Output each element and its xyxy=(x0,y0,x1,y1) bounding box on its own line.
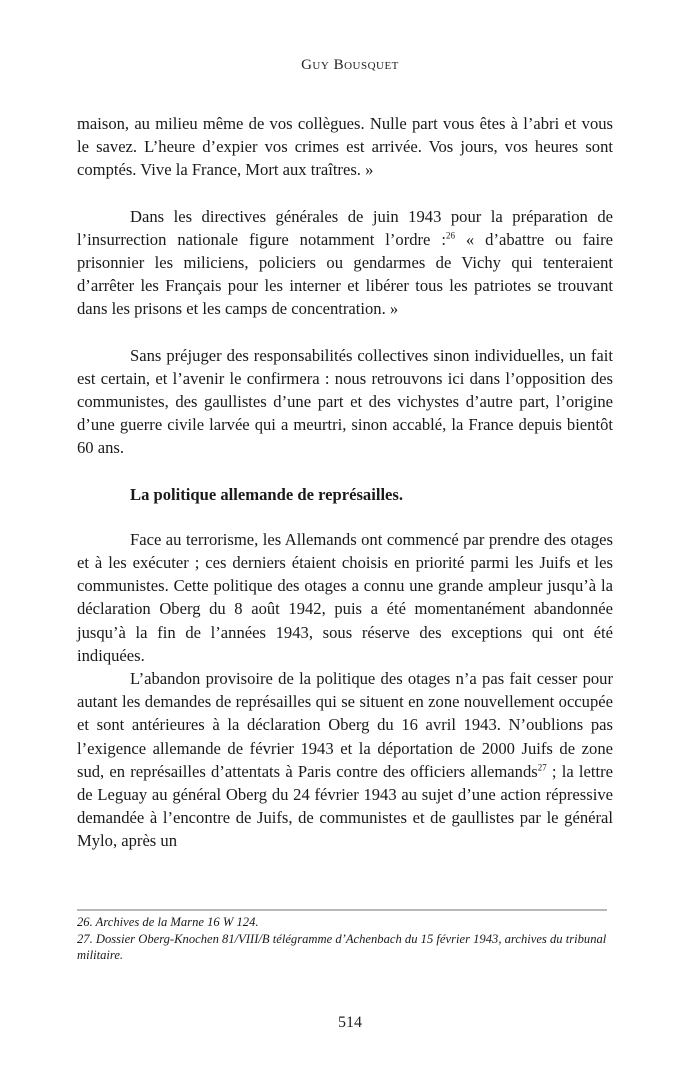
footnote-divider xyxy=(77,909,607,911)
paragraph xyxy=(77,667,613,853)
footnote-ref[interactable]: 26 xyxy=(445,230,455,241)
section-heading: La politique allemande de représailles. xyxy=(130,484,404,504)
body-text xyxy=(77,112,613,853)
paragraph-text: « d’abattre ou faire prisonnier les miliciens, policiers ou gendarmes de Vichy qui tenteraient d’arrêter les Français pour les interner et libérer tous les patriotes se trouvant dans les prisons et les camps de concentration. » xyxy=(77,229,613,319)
running-head: Guy Bousquet xyxy=(301,57,399,73)
paragraph: maison, au milieu même de vos collègues. Nulle part vous êtes à l’abri et vous le savez. L’heure d’expier vos crimes est arrivée. Vos jours, vos heures sont comptés. Vive la France, Mort aux traîtres. » xyxy=(77,114,613,180)
paragraph-text: ; la lettre de Leguay au général Oberg du 24 février 1943 au sujet d’une action répressive demandée à l’encontre de Juifs, de communistes et de gaullistes par le général Mylo, après un xyxy=(77,761,613,851)
paragraph: Face au terrorisme, les Allemands ont commencé par prendre des otages et à les exécuter ; ces derniers étaient choisis en priorité parmi les Juifs et les communistes. Cette politique des otages a connu une grande ampleur jusqu’à la déclaration Oberg du 8 août 1942, puis a été momentanément abandonnée jusqu’à la fin de l’années 1943, sous réserve des exceptions qui ont été indiquées. xyxy=(77,529,613,665)
page-number: 514 xyxy=(338,1014,362,1031)
paragraph xyxy=(77,205,613,321)
footnotes xyxy=(77,914,613,964)
footnote-27: 27. Dossier Oberg-Knochen 81/VIII/B télégramme d’Achenbach du 15 février 1943, archives du tribunal militaire. xyxy=(77,931,607,962)
paragraph-text: L’abandon provisoire de la politique des otages n’a pas fait cesser pour autant les demandes de représailles qui se situent en zone nouvellement occupée et sont antérieures à la déclaration Oberg du 16 avril 1943. N’oublions pas l’exigence allemande de février 1943 et la déportation de 2000 Juifs de zone sud, en représailles d’attentats à Paris contre des officiers allemands xyxy=(77,669,613,781)
paragraph-text: Dans les directives générales de juin 1943 pour la préparation de l’insurrection nationale figure notamment l’ordre : xyxy=(77,206,613,249)
footnote-26: 26. Archives de la Marne 16 W 124. xyxy=(77,915,259,929)
paragraph: Sans préjuger des responsabilités collectives sinon individuelles, un fait est certain, et l’avenir le confirmera : nous retrouvons ici dans l’opposition des communistes, des gaullistes d’une part et des vichystes d’autre part, l’origine d’une guerre civile larvée qui a meurtri, sinon accablé, la France depuis bientôt 60 ans. xyxy=(77,345,613,458)
footnote-ref[interactable]: 27 xyxy=(537,762,547,773)
